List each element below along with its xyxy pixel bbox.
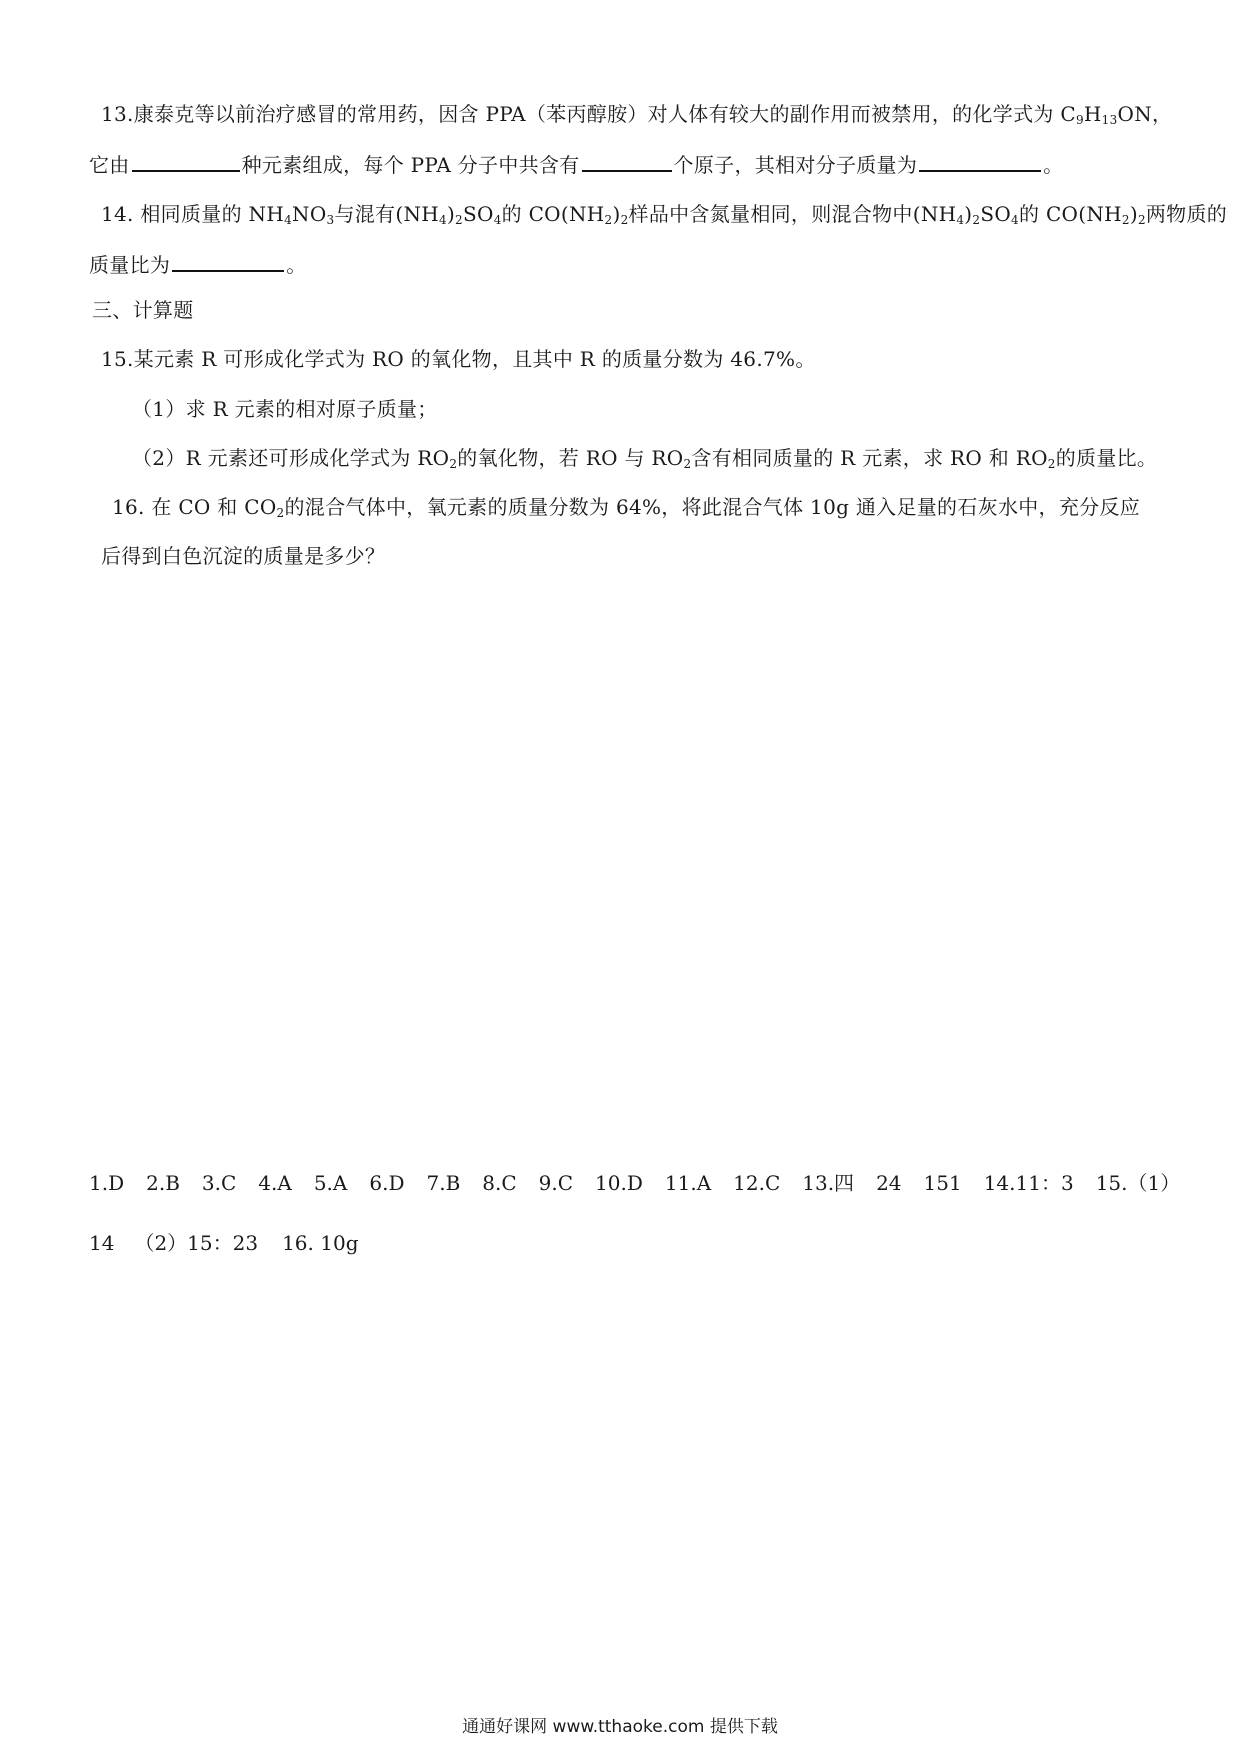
answer-item: 4.A xyxy=(258,1171,292,1195)
q14-line1: 14. 相同质量的 $NH_4NO_3$与混有$(NH_4)_2SO_4$的 $CO(NH_2)_2$样品中含氮量相同，则混合物中$(NH_4)_2SO_4$的 $CO(NH_2)_2$两物质的 xyxy=(101,202,1228,227)
answer-item: 10.D xyxy=(595,1171,643,1195)
answer-item: 1.D xyxy=(89,1171,125,1195)
answer-item: 15.（1） xyxy=(1095,1171,1181,1195)
answer-item: 6.D xyxy=(369,1171,405,1195)
answer-item: 9.C xyxy=(538,1171,574,1195)
answer-item: （2）15：23 xyxy=(134,1231,259,1255)
q15-part2: （2）R 元素还可形成化学式为 $RO_2$的氧化物，若 RO 与 $RO_2$含有相同质量的 R 元素，求 RO 和 $RO_2$的质量比。 xyxy=(132,446,1158,471)
answer-blank-ratio xyxy=(172,248,284,272)
answer-item: 14 xyxy=(89,1231,115,1255)
answer-item: 8.C xyxy=(482,1171,517,1195)
answer-item: 2.B xyxy=(146,1171,180,1195)
answer-blank-mass xyxy=(919,148,1041,172)
answer-item: 11.A xyxy=(664,1171,712,1195)
q15-stem: 15.某元素 R 可形成化学式为 RO 的氧化物，且其中 R 的质量分数为 46.7%。 xyxy=(101,347,816,371)
q15-part1: （1）求 R 元素的相对原子质量； xyxy=(132,397,438,421)
q16-line1: 16. 在 CO 和 $CO_2$的混合气体中，氧元素的质量分数为 64%，将此混合气体 10g 通入足量的石灰水中，充分反应 xyxy=(112,495,1141,520)
q14-line2: 质量比为 。 xyxy=(89,248,307,279)
answer-item: 3.C xyxy=(201,1171,237,1195)
answer-key-row1 xyxy=(89,1169,1202,1197)
answer-item: 151 xyxy=(923,1171,962,1195)
answer-item: 5.A xyxy=(313,1171,348,1195)
section-title: 三、计算题 xyxy=(92,298,194,322)
answer-item: 12.C xyxy=(733,1171,781,1195)
page-footer: 通通好课网 www.tthaoke.com 提供下载 xyxy=(462,1717,778,1737)
answer-key-row2 xyxy=(89,1229,359,1257)
q13-line2: 它由 种元素组成，每个 PPA 分子中共含有 个原子，其相对分子质量为 。 xyxy=(89,148,1063,179)
answer-item: 14.11：3 xyxy=(983,1171,1074,1195)
answer-blank-elements xyxy=(132,148,240,172)
answer-item: 24 xyxy=(876,1171,902,1195)
q16-line2: 后得到白色沉淀的质量是多少？ xyxy=(101,544,386,568)
q13-line1: 13.康泰克等以前治疗感冒的常用药，因含 PPA（苯丙醇胺）对人体有较大的副作用而被禁用，的化学式为 $C_9H_{13}ON$， xyxy=(101,102,1173,127)
answer-item: 16. 10g xyxy=(282,1231,359,1255)
answer-item: 13.四 xyxy=(802,1171,855,1195)
answer-blank-atoms xyxy=(582,148,672,172)
answer-item: 7.B xyxy=(426,1171,461,1195)
